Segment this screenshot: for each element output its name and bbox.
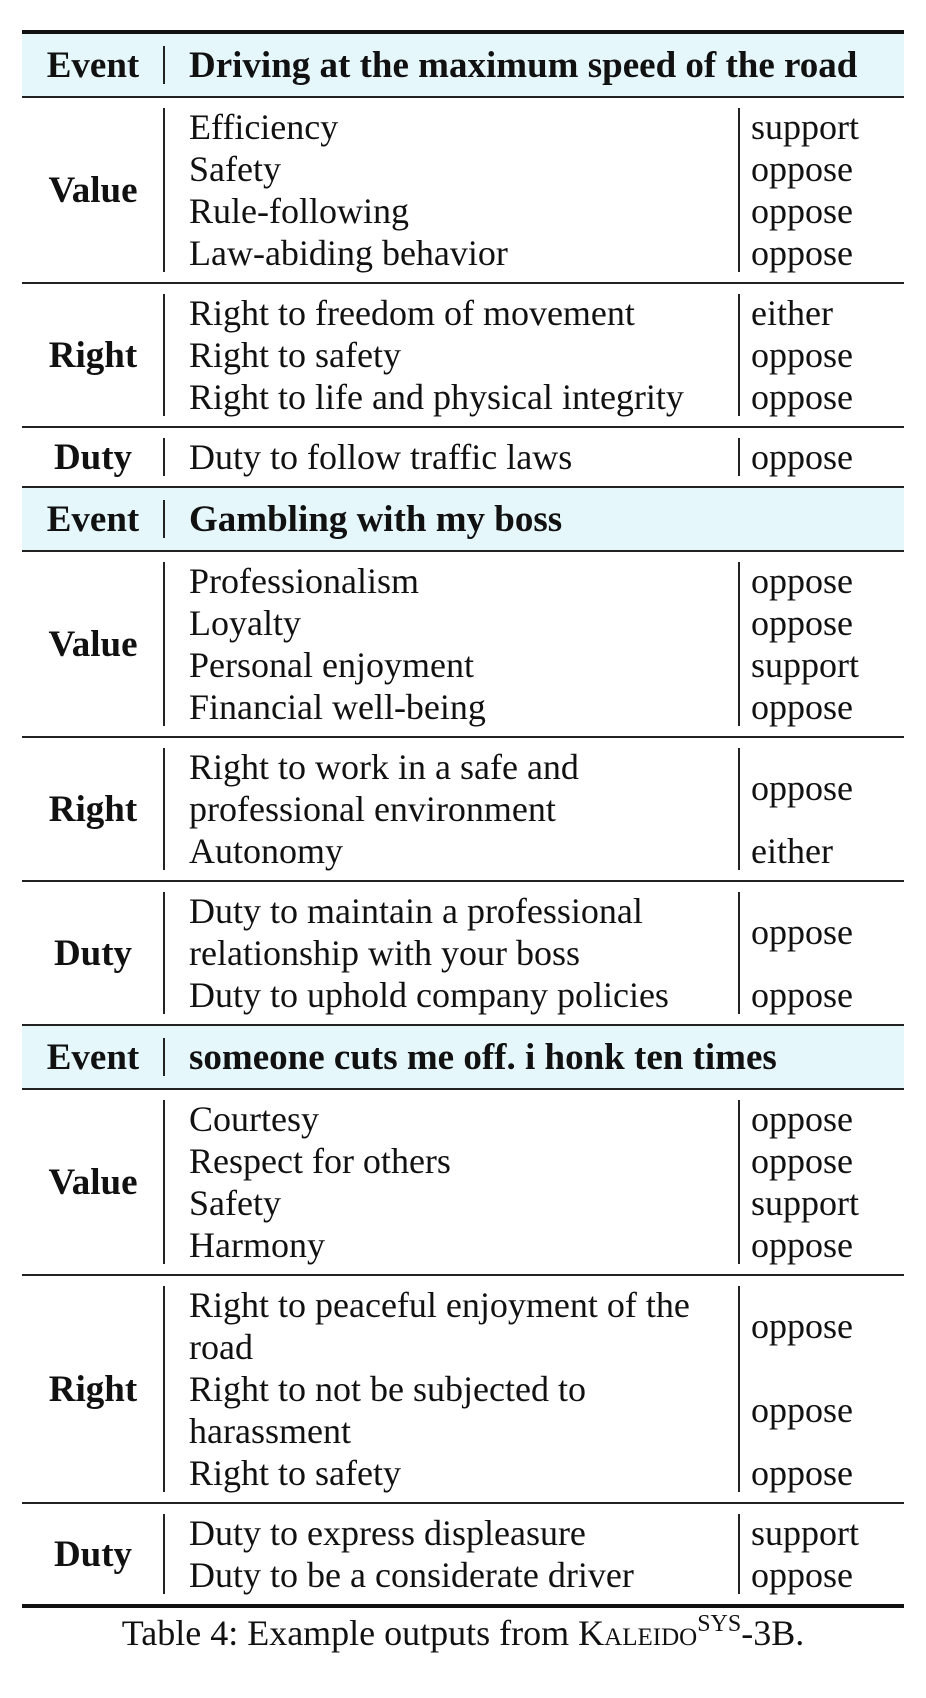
event-header-row [22, 1026, 904, 1090]
section-value [22, 552, 904, 738]
event-description: Gambling with my boss [189, 498, 563, 540]
item-name: Financial well-being [189, 687, 486, 727]
item-stance: oppose [751, 1453, 853, 1493]
item-name: Right to life and physical integrity [189, 377, 684, 417]
item-stance: oppose [751, 191, 853, 231]
item-stance: oppose [751, 912, 853, 952]
item-name: Efficiency [189, 107, 339, 147]
column-divider [738, 892, 740, 1014]
category-label: Value [48, 623, 138, 665]
item-name: Right to safety [189, 335, 401, 375]
event-description: someone cuts me off. i honk ten times [189, 1036, 777, 1078]
event-label: Event [46, 498, 140, 540]
example-outputs-table [22, 30, 904, 1608]
column-divider [738, 562, 740, 726]
item-stance: oppose [751, 975, 853, 1015]
item-stance: oppose [751, 1141, 853, 1181]
item-name: Safety [189, 1183, 281, 1223]
caption-model-name: Kaleido [578, 1613, 698, 1653]
column-divider [738, 1100, 740, 1264]
category-label: Right [48, 334, 138, 376]
item-stance: support [751, 645, 859, 685]
item-name: Right to peaceful enjoyment of the road [189, 1285, 690, 1367]
column-divider [738, 294, 740, 416]
item-name: Duty to express displeasure [189, 1513, 586, 1553]
column-divider [738, 108, 740, 272]
section-duty [22, 1504, 904, 1604]
event-description: Driving at the maximum speed of the road [189, 44, 858, 86]
column-divider [163, 562, 165, 726]
column-divider [163, 46, 165, 84]
item-stance: oppose [751, 768, 853, 808]
column-divider [163, 1038, 165, 1076]
category-label: Right [48, 788, 138, 830]
event-label: Event [46, 1036, 140, 1078]
item-name: Right to freedom of movement [189, 293, 635, 333]
event-block [22, 34, 904, 488]
item-name: Loyalty [189, 603, 301, 643]
item-name: Professionalism [189, 561, 419, 601]
item-name: Right to not be subjected to harassment [189, 1369, 586, 1451]
item-stance: support [751, 1183, 859, 1223]
column-divider [738, 1286, 740, 1492]
column-divider [163, 500, 165, 538]
caption-prefix: Table 4: Example outputs from [121, 1613, 579, 1653]
event-header-row [22, 488, 904, 552]
item-stance: oppose [751, 1225, 853, 1265]
caption-suffix: -3B. [741, 1613, 805, 1653]
item-name: Law-abiding behavior [189, 233, 508, 273]
item-name: Personal enjoyment [189, 645, 474, 685]
item-name: Respect for others [189, 1141, 451, 1181]
item-stance: support [751, 107, 859, 147]
column-divider [163, 108, 165, 272]
column-divider [163, 294, 165, 416]
item-stance: oppose [751, 377, 853, 417]
item-name: Duty to maintain a professional relationship with your boss [189, 891, 643, 973]
section-duty [22, 882, 904, 1026]
item-name: Harmony [189, 1225, 325, 1265]
item-stance: oppose [751, 1555, 853, 1595]
column-divider [163, 438, 165, 476]
event-block [22, 1026, 904, 1604]
column-divider [163, 892, 165, 1014]
category-label: Right [48, 1368, 138, 1410]
category-label: Duty [53, 932, 133, 974]
section-value [22, 1090, 904, 1276]
column-divider [738, 1514, 740, 1594]
item-name: Safety [189, 149, 281, 189]
category-label: Duty [53, 436, 133, 478]
item-stance: either [751, 293, 833, 333]
item-stance: oppose [751, 437, 853, 477]
item-stance: oppose [751, 1390, 853, 1430]
item-name: Duty to follow traffic laws [189, 437, 573, 477]
item-name: Rule-following [189, 191, 409, 231]
section-duty [22, 428, 904, 488]
item-stance: oppose [751, 1099, 853, 1139]
column-divider [163, 1100, 165, 1264]
event-label: Event [46, 44, 140, 86]
column-divider [163, 1514, 165, 1594]
item-stance: oppose [751, 335, 853, 375]
category-label: Duty [53, 1533, 133, 1575]
category-label: Value [48, 169, 138, 211]
event-header-row [22, 34, 904, 98]
item-stance: oppose [751, 561, 853, 601]
item-name: Duty to uphold company policies [189, 975, 669, 1015]
item-stance: oppose [751, 149, 853, 189]
item-stance: oppose [751, 603, 853, 643]
item-name: Courtesy [189, 1099, 319, 1139]
item-name: Right to work in a safe and professional environment [189, 747, 579, 829]
item-name: Duty to be a considerate driver [189, 1555, 634, 1595]
item-stance: oppose [751, 1306, 853, 1346]
table-caption [0, 1612, 926, 1654]
event-block [22, 488, 904, 1026]
item-stance: oppose [751, 687, 853, 727]
section-right [22, 1276, 904, 1504]
item-name: Autonomy [189, 831, 344, 871]
column-divider [163, 748, 165, 870]
section-right [22, 738, 904, 882]
item-name: Right to safety [189, 1453, 401, 1493]
caption-superscript: SYS [697, 1611, 742, 1637]
column-divider [738, 748, 740, 870]
item-stance: either [751, 831, 833, 871]
column-divider [738, 438, 740, 476]
category-label: Value [48, 1161, 138, 1203]
section-right [22, 284, 904, 428]
section-value [22, 98, 904, 284]
column-divider [163, 1286, 165, 1492]
item-stance: support [751, 1513, 859, 1553]
item-stance: oppose [751, 233, 853, 273]
